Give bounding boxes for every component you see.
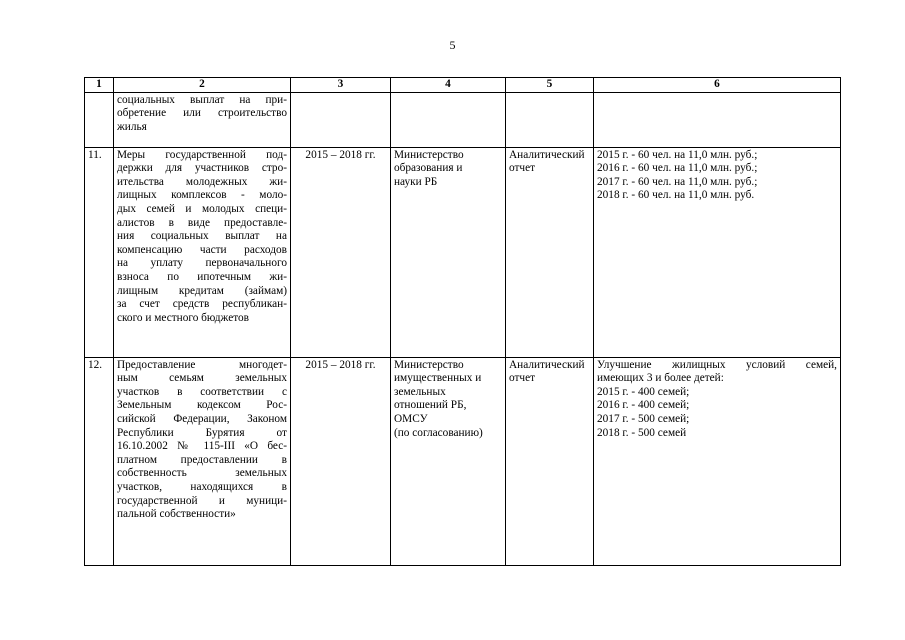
executor-line: ОМСУ [394, 412, 428, 425]
measure-line: участков, находящихся в [117, 480, 287, 493]
measure-line: на уплату первоначального [117, 257, 287, 270]
result-cell [594, 357, 841, 565]
result-line: 2015 г. - 60 чел. на 11,0 млн. руб.; [597, 148, 758, 161]
result-line: 2017 г. - 60 чел. на 11,0 млн. руб.; [597, 175, 758, 188]
period-cell: 2015 – 2018 гг. [291, 357, 391, 565]
column-header: 3 [291, 78, 391, 93]
executor-line: (по согласованию) [394, 426, 483, 439]
table-row [85, 357, 841, 565]
executor-line: земельных [394, 385, 446, 398]
measure-line: ительства молодежных жи- [117, 175, 287, 188]
result-line: 2015 г. - 400 семей; [597, 385, 690, 398]
measure-line: платном предоставлении в [117, 453, 287, 466]
column-header: 1 [85, 78, 114, 93]
form-line: отчет [509, 162, 536, 175]
period-cell [291, 92, 391, 147]
executor-cell [391, 147, 506, 357]
form-cell [506, 92, 594, 147]
column-header: 4 [391, 78, 506, 93]
form-line: Аналитический [509, 358, 585, 371]
measure-line: Предоставление многодет- [117, 358, 287, 371]
measure-line: обретение или строительство [117, 107, 287, 120]
column-header: 2 [114, 78, 291, 93]
row-number-cell: 12. [85, 357, 114, 565]
form-line: Аналитический [509, 148, 585, 161]
measure-line: 16.10.2002 № 115-III «О бес- [117, 440, 287, 453]
result-cell [594, 92, 841, 147]
executor-line: Министерство [394, 358, 464, 371]
table-row-continuation [85, 92, 841, 147]
row-number-cell: 11. [85, 147, 114, 357]
measure-line: лищным кредитам (займам) [117, 284, 287, 297]
measure-line: держки для участников стро- [117, 162, 287, 175]
result-cell [594, 147, 841, 357]
measure-line: дых семей и молодых специ- [117, 202, 287, 215]
row-number-cell [85, 92, 114, 147]
measure-line: сийской Федерации, Законом [117, 412, 287, 425]
executor-cell [391, 357, 506, 565]
measure-cell [114, 357, 291, 565]
executor-line: имущественных и [394, 372, 482, 385]
measure-line: Меры государственной под- [117, 148, 287, 161]
measure-line: лищных комплексов - моло- [117, 189, 287, 202]
result-line: 2016 г. - 400 семей; [597, 399, 690, 412]
measures-table [84, 77, 841, 566]
executor-line: Министерство [394, 148, 464, 161]
result-line: имеющих 3 и более детей: [597, 372, 724, 385]
column-header: 6 [594, 78, 841, 93]
measure-line: за счет средств республикан- [117, 298, 287, 311]
column-header: 5 [506, 78, 594, 93]
executor-line: образования и [394, 162, 463, 175]
table-row [85, 147, 841, 357]
executor-line: науки РБ [394, 175, 438, 188]
measure-line: социальных выплат на при- [117, 93, 287, 106]
measure-line: компенсацию части расходов [117, 243, 287, 256]
measure-line: ным семьям земельных [117, 372, 287, 385]
page-number: 5 [449, 38, 456, 52]
measure-line: собственность земельных [117, 467, 287, 480]
measure-line: ния социальных выплат на [117, 230, 287, 243]
measure-line: Республики Бурятия от [117, 426, 287, 439]
measure-cell [114, 92, 291, 147]
executor-line: отношений РБ, [394, 399, 467, 412]
form-cell [506, 357, 594, 565]
result-line: 2018 г. - 60 чел. на 11,0 млн. руб. [597, 189, 755, 202]
measure-line: Земельным кодексом Рос- [117, 399, 287, 412]
table-header-row [85, 78, 841, 93]
executor-cell [391, 92, 506, 147]
form-cell [506, 147, 594, 357]
measure-line: участков в соответствии с [117, 385, 287, 398]
period-cell: 2015 – 2018 гг. [291, 147, 391, 357]
form-line: отчет [509, 372, 536, 385]
result-line: 2018 г. - 500 семей [597, 426, 687, 439]
measure-line: жилья [117, 120, 147, 133]
measure-cell [114, 147, 291, 357]
measure-line: ского и местного бюджетов [117, 311, 249, 324]
result-line: 2016 г. - 60 чел. на 11,0 млн. руб.; [597, 162, 758, 175]
measure-line: государственной и муници- [117, 494, 287, 507]
measure-line: пальной собственности» [117, 508, 236, 521]
result-line: 2017 г. - 500 семей; [597, 412, 690, 425]
measure-line: алистов в виде предоставле- [117, 216, 287, 229]
result-line: Улучшение жилищных условий семей, [597, 358, 837, 371]
measure-line: взноса по ипотечным жи- [117, 270, 287, 283]
